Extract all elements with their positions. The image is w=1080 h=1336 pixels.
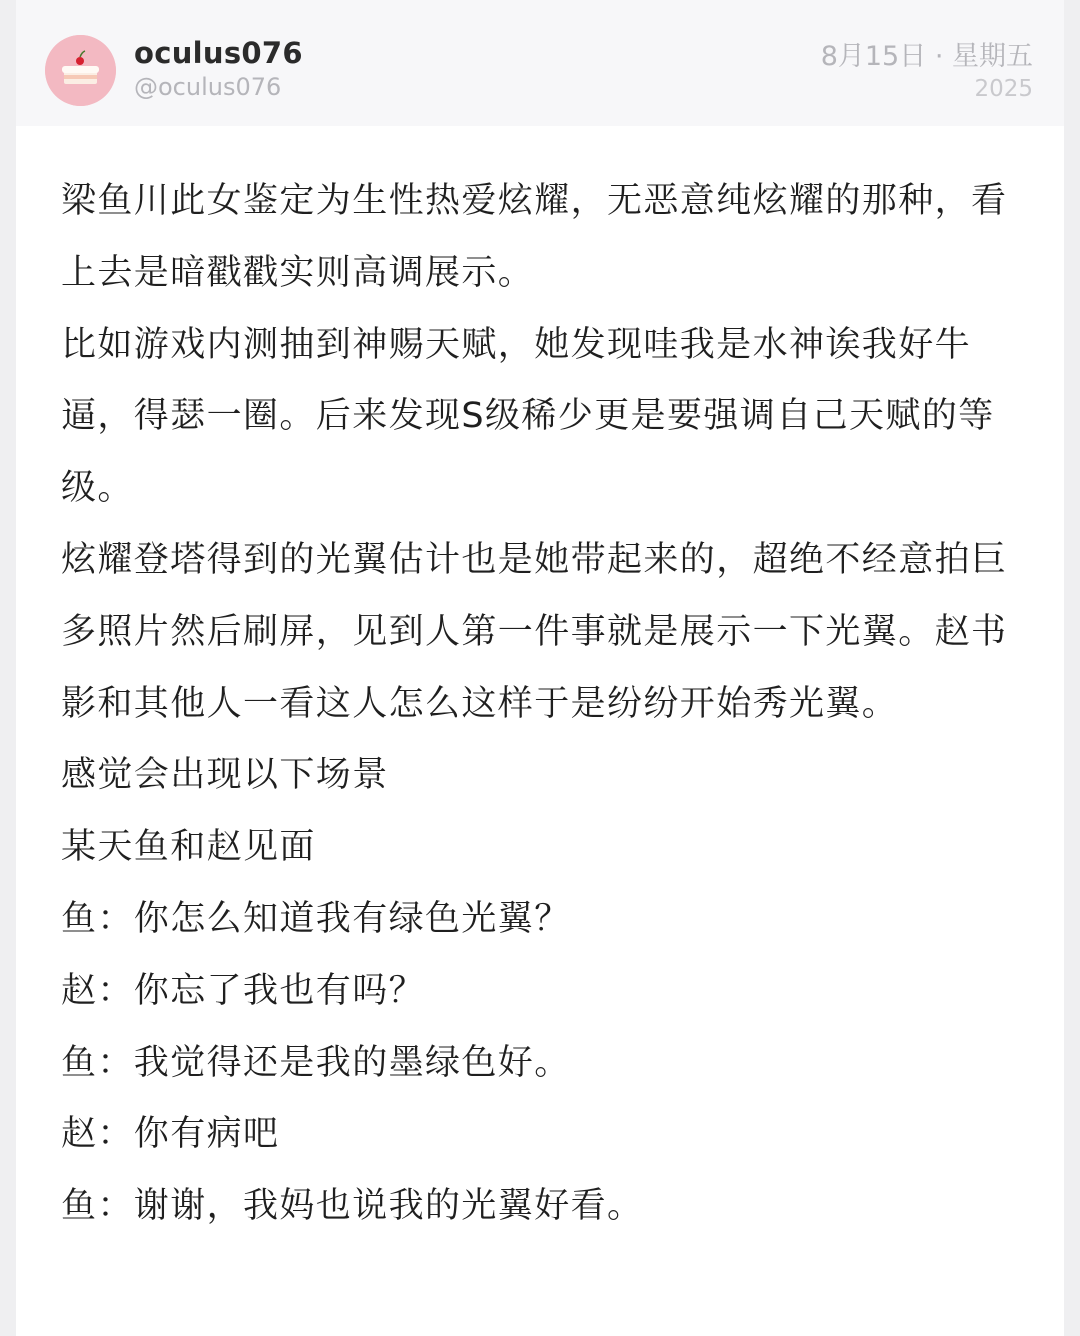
author-name[interactable]: oculus076	[134, 36, 303, 70]
dialogue-line: 鱼：你怎么知道我有绿色光翼？	[61, 898, 571, 939]
paragraph: 感觉会出现以下场景	[61, 755, 389, 796]
post-date: 8月15日 · 星期五	[820, 41, 1033, 72]
paragraph: 梁鱼川此女鉴定为生性热爱炫耀，无恶意纯炫耀的那种，看上去是暗戳戳实则高调展示。	[61, 181, 1008, 293]
post-body	[61, 166, 1026, 1243]
paragraph: 比如游戏内测抽到神赐天赋，她发现哇我是水神诶我好牛逼，得瑟一圈。后来发现S级稀少更是要强调自己天赋的等级。	[61, 324, 995, 509]
author-handle[interactable]: @oculus076	[134, 73, 282, 101]
cake-icon	[45, 35, 116, 106]
dialogue-line: 鱼：谢谢，我妈也说我的光翼好看。	[61, 1186, 644, 1227]
paragraph: 某天鱼和赵见面	[61, 827, 316, 868]
dialogue-line: 赵：你忘了我也有吗？	[61, 970, 426, 1011]
post-year: 2025	[974, 76, 1033, 102]
dialogue-line: 鱼：我觉得还是我的墨绿色好。	[61, 1042, 571, 1083]
avatar[interactable]	[45, 35, 116, 106]
paragraph: 炫耀登塔得到的光翼估计也是她带起来的，超绝不经意拍巨多照片然后刷屏，见到人第一件事就是展示一下光翼。赵书影和其他人一看这人怎么这样于是纷纷开始秀光翼。	[61, 539, 1008, 724]
post-card	[16, 0, 1064, 1336]
post-header	[16, 0, 1064, 126]
dialogue-line: 赵：你有病吧	[61, 1114, 280, 1155]
